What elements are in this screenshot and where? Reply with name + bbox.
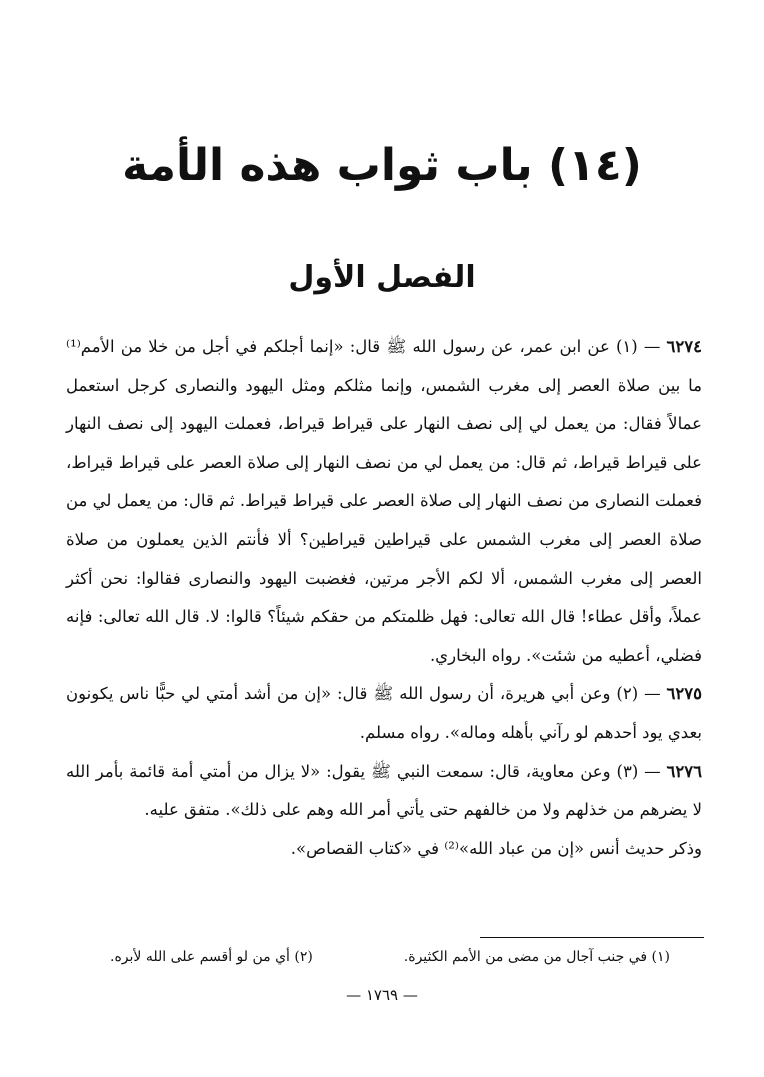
hadith-number: ٦٢٧٦	[666, 761, 702, 781]
hadith-number: ٦٢٧٥	[666, 684, 702, 704]
hadith-text: — (٣) وعن معاوية، قال: سمعت النبي ﷺ يقول: «لا يزال من أمتي أمة قائمة بأمر الله لا يضرهم من خذلهم ولا من خالفهم حتى يأتي أمر الله وهم على ذلك». متفق عليه.	[66, 761, 702, 820]
hadith-text: — (١) عن ابن عمر، عن رسول الله ﷺ قال: «إنما أجلكم في أجل من خلا من الأمم⁽¹⁾ ما بين صلاة العصر إلى مغرب الشمس، وإنما مثلكم ومثل اليهود والنصارى كرجل استعمل عمالاً فقال: من يعمل لي إلى نصف النهار على قيراط قيراط، فعملت اليهود إلى نصف النهار على قيراط قيراط، ثم قال: من يعمل لي من نصف النهار إلى صلاة العصر على قيراط قيراط، فعملت النصارى من نصف النهار إلى صلاة العصر على قيراط قيراط. ثم قال: من يعمل لي من صلاة العصر إلى مغرب الشمس على قيراطين قيراطين؟ ألا فأنتم الذين يعملون من صلاة العصر إلى مغرب الشمس، ألا لكم الأجر مرتين، فغضبت اليهود والنصارى فقالوا: نحن أكثر عملاً، وأقل عطاء! قال الله تعالى: فهل ظلمتكم من حقكم شيئاً؟ قالوا: لا. قال الله تعالى: فإنه فضلي، أعطيه من شئت». رواه البخاري.	[66, 337, 702, 665]
footnote-2: (٢) أي من لو أقسم على الله لأبره.	[110, 949, 313, 965]
footnote-divider	[480, 937, 704, 938]
hadith-6274	[66, 328, 702, 675]
hadith-body	[66, 328, 702, 868]
hadith-text: — (٢) وعن أبي هريرة، أن رسول الله ﷺ قال: «إن من أشد أمتي لي حبًّا ناس يكونون بعدي يود أحدهم لو رآني بأهله وماله». رواه مسلم.	[66, 684, 702, 742]
chapter-title: (١٤) باب ثواب هذه الأمة	[122, 140, 642, 191]
footnote-1: (١) في جنب آجال من مضى من الأمم الكثيرة.	[403, 949, 670, 965]
hadith-6275	[66, 675, 702, 752]
footnotes	[110, 944, 670, 970]
page-number: — ١٧٦٩ —	[346, 986, 418, 1004]
closing-note: وذكر حديث أنس «إن من عباد الله»⁽²⁾ في «كتاب القصاص».	[290, 838, 702, 858]
hadith-6276	[66, 753, 702, 830]
section-title: الفصل الأول	[288, 260, 476, 295]
hadith-number: ٦٢٧٤	[666, 337, 702, 356]
